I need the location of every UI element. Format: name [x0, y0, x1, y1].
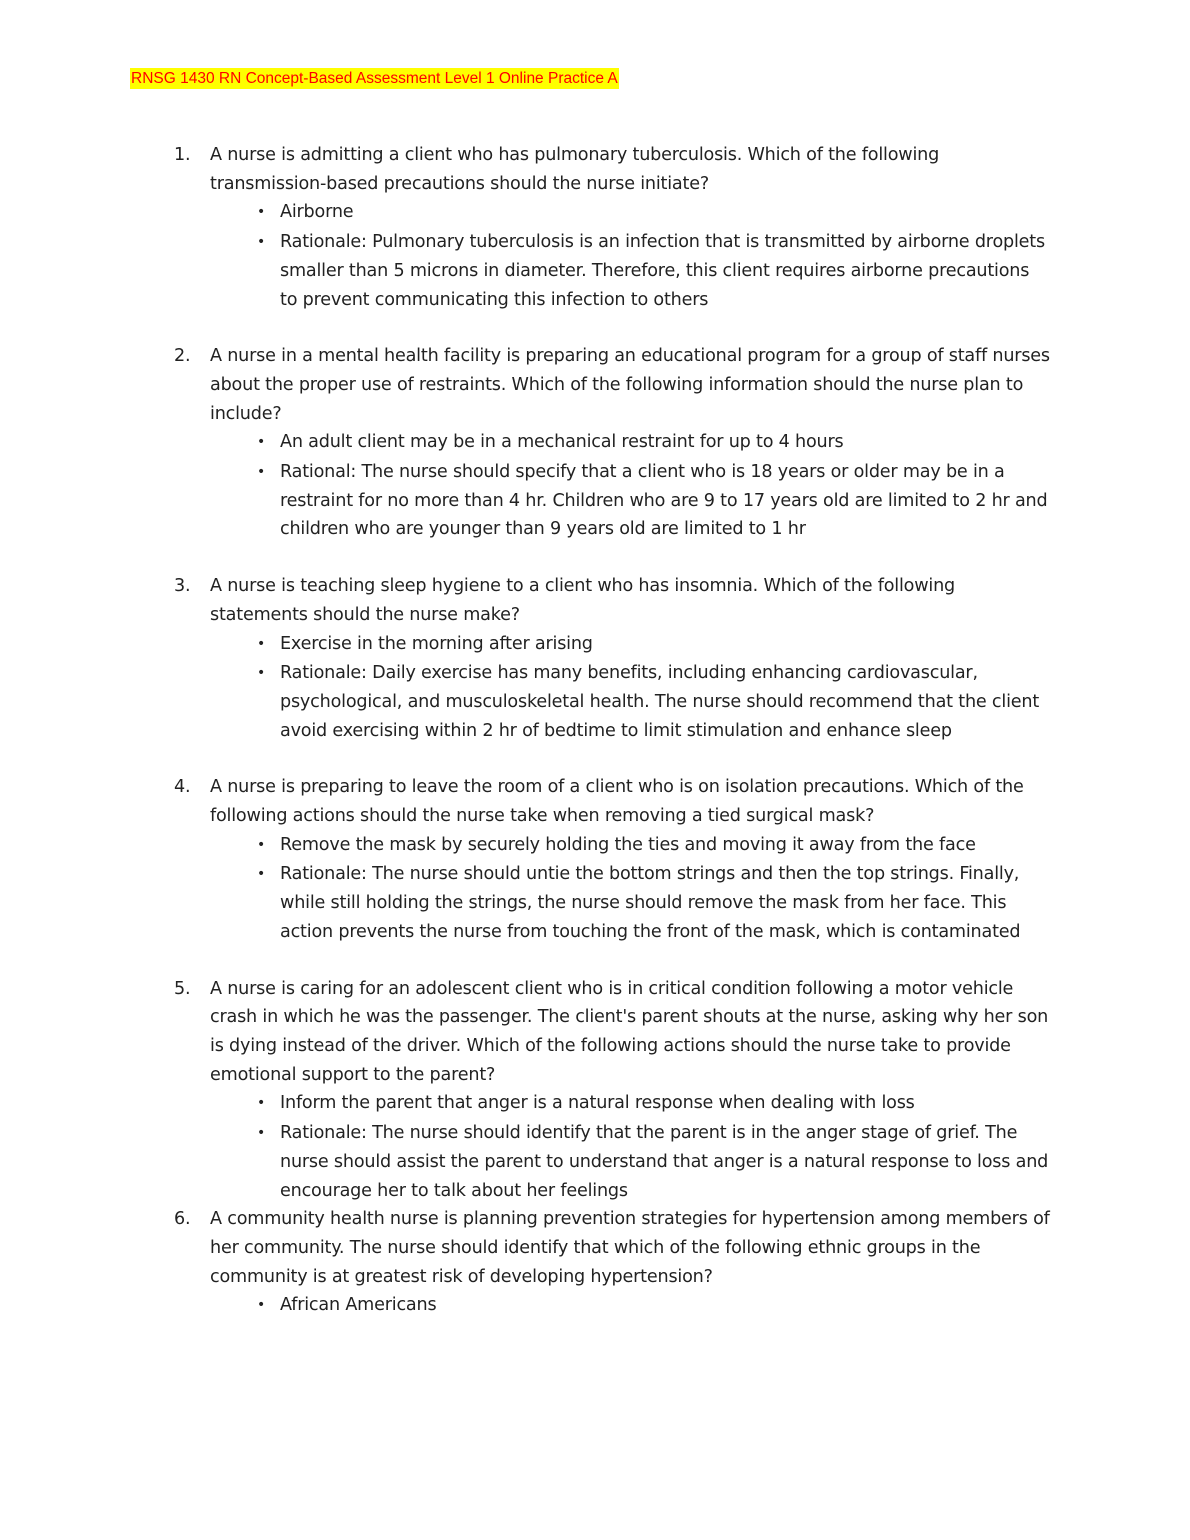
bullet-icon: •	[257, 234, 266, 251]
answer-list	[210, 198, 1050, 314]
bullet-icon: •	[257, 204, 266, 221]
rationale-item	[210, 228, 1050, 314]
answer-list	[210, 1291, 1050, 1320]
question-4	[0, 773, 1190, 946]
question-text: A nurse is preparing to leave the room of a client who is on isolation precautions. Which of the following actions should the nurse take when removing a tied surgical mask?	[210, 777, 1024, 827]
rationale-text: Rationale: The nurse should untie the bottom strings and then the top strings. Finally, while still holding the strings, the nurse should remove the mask from her face. This action prevents the nurse from touching the front of the mask, which is contaminated	[280, 864, 1021, 942]
question-5	[0, 975, 1190, 1206]
bullet-icon: •	[257, 1125, 266, 1142]
rationale-text: Rationale: Pulmonary tuberculosis is an infection that is transmitted by airborne droplets smaller than 5 microns in diameter. Therefore, this client requires airborne precautions to prevent communicating this infection to others	[280, 232, 1045, 310]
answer-item	[210, 198, 1050, 227]
question-1	[0, 141, 1190, 314]
rationale-text: Rationale: The nurse should identify that the parent is in the anger stage of grief. The nurse should assist the parent to understand that anger is a natural response to loss and encourage her to talk about her feelings	[280, 1123, 1049, 1201]
question-text: A nurse is caring for an adolescent client who is in critical condition following a motor vehicle crash in which he was the passenger. The client's parent shouts at the nurse, asking why her son is dying instead of the driver. Which of the following actions should the nurse take to provide emotional support to the parent?	[210, 978, 1049, 1085]
question-3	[0, 572, 1190, 745]
question-2	[0, 342, 1190, 544]
bullet-icon: •	[257, 1095, 266, 1112]
rationale-text: Rational: The nurse should specify that a client who is 18 years or older may be in a restraint for no more than 4 hr. Children who are 9 to 17 years old are limited to 2 hr and children who are younger than 9 years old are limited to 1 hr	[280, 462, 1048, 540]
answer-list	[210, 630, 1050, 746]
question-6	[0, 1205, 1190, 1320]
answer-item	[210, 428, 1050, 457]
question-text: A community health nurse is planning prevention strategies for hypertension among members of her community. The nurse should identify that which of the following ethnic groups in the community is at greatest risk of developing hypertension?	[210, 1209, 1050, 1287]
answer-text: An adult client may be in a mechanical restraint for up to 4 hours	[280, 432, 844, 453]
bullet-icon: •	[257, 665, 266, 682]
rationale-item	[210, 659, 1050, 745]
answer-list	[210, 1089, 1050, 1205]
bullet-icon: •	[257, 464, 266, 481]
bullet-icon: •	[257, 635, 266, 652]
question-text: A nurse in a mental health facility is preparing an educational program for a group of staff nurses about the proper use of restraints. Which of the following information should the nurse plan to include?	[210, 346, 1050, 424]
answer-list	[210, 428, 1050, 544]
question-number: 1.	[174, 145, 191, 165]
question-number: 4.	[174, 777, 191, 798]
bullet-icon: •	[257, 836, 266, 853]
answer-item	[210, 1291, 1050, 1320]
question-text: A nurse is admitting a client who has pulmonary tuberculosis. Which of the following transmission-based precautions should the nurse initiate?	[210, 145, 940, 194]
question-number: 5.	[174, 978, 191, 999]
answer-item	[210, 630, 1050, 659]
question-number: 2.	[174, 346, 191, 367]
bullet-icon: •	[257, 866, 266, 883]
question-text: A nurse is teaching sleep hygiene to a client who has insomnia. Which of the following statements should the nurse make?	[210, 576, 956, 625]
bullet-icon: •	[257, 434, 266, 451]
answer-text: Remove the mask by securely holding the ties and moving it away from the face	[280, 834, 976, 855]
answer-item	[210, 1089, 1050, 1118]
rationale-item	[210, 1119, 1050, 1205]
question-number: 6.	[174, 1209, 191, 1230]
question-number: 3.	[174, 576, 191, 597]
answer-list	[210, 831, 1050, 947]
rationale-item	[210, 458, 1050, 544]
answer-text: Exercise in the morning after arising	[280, 633, 593, 654]
rationale-text: Rationale: Daily exercise has many benefits, including enhancing cardiovascular, psychological, and musculoskeletal health. The nurse should recommend that the client avoid exercising within 2 hr of bedtime to limit stimulation and enhance sleep	[280, 663, 1040, 741]
question-list	[0, 141, 1190, 1320]
answer-text: Inform the parent that anger is a natural response when dealing with loss	[280, 1093, 915, 1114]
answer-text: Airborne	[280, 202, 354, 223]
answer-text: African Americans	[280, 1295, 437, 1316]
document-header: RNSG 1430 RN Concept-Based Assessment Level 1 Online Practice A	[131, 70, 618, 87]
bullet-icon: •	[257, 1297, 266, 1314]
rationale-item	[210, 860, 1050, 946]
answer-item	[210, 831, 1050, 860]
